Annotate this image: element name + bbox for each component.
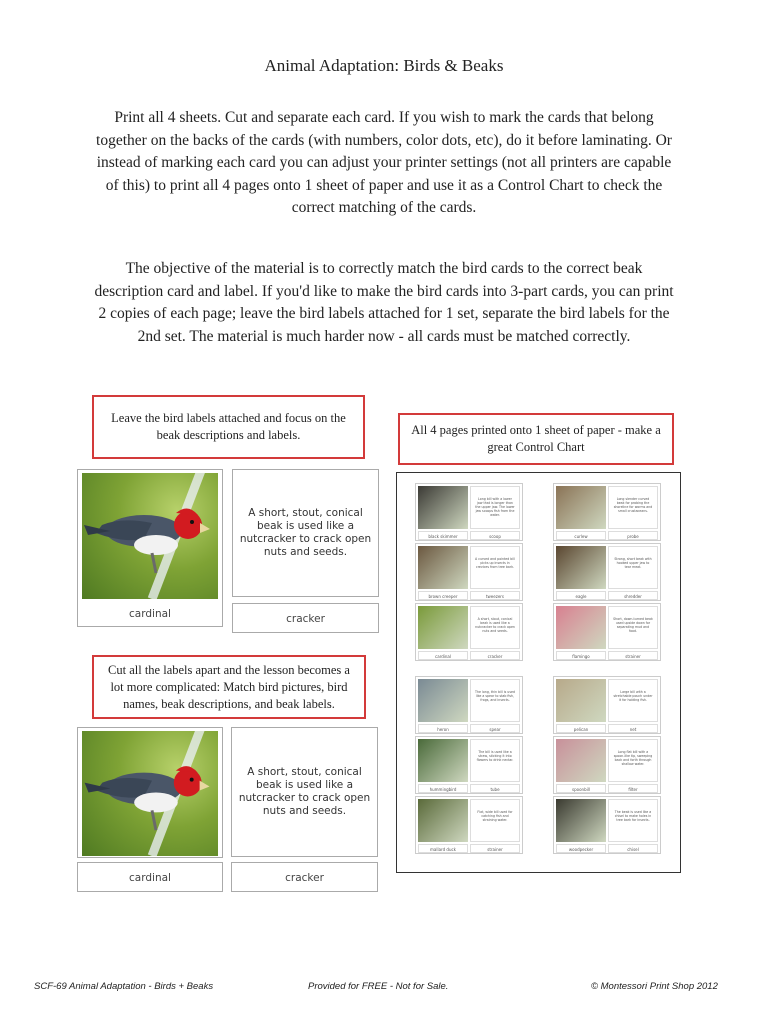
cardinal-photo bbox=[82, 473, 218, 599]
bird-thumbnail bbox=[556, 546, 606, 589]
bird-thumbnail bbox=[418, 606, 468, 649]
mini-description: A curved and pointed bill picks up insects in crevices from tree bark. bbox=[470, 546, 520, 589]
control-chart-card bbox=[553, 603, 661, 661]
bird-picture-card bbox=[77, 727, 223, 858]
mini-beak-label: cracker bbox=[470, 651, 520, 660]
footer-center: Provided for FREE - Not for Sale. bbox=[308, 981, 449, 992]
mini-bird-label: spoonbill bbox=[556, 784, 606, 793]
bird-thumbnail bbox=[556, 739, 606, 782]
bird-thumbnail bbox=[418, 679, 468, 722]
mini-description: Strong, short beak with hooked upper jaw to tear meat. bbox=[608, 546, 658, 589]
mini-bird-label: pelican bbox=[556, 724, 606, 733]
control-chart-sheet bbox=[396, 472, 681, 873]
mini-beak-label: scoop bbox=[470, 531, 520, 540]
mini-beak-label: filter bbox=[608, 784, 658, 793]
footer-left: SCF-69 Animal Adaptation - Birds + Beaks bbox=[34, 981, 214, 992]
mini-description: Long bill with a lower jaw that is longer than the upper jaw. The lower jaw scoops fish from the water. bbox=[470, 486, 520, 529]
footer-right: © Montessori Print Shop 2012 bbox=[591, 981, 718, 992]
mini-description: Short, down-turned beak used upside down for separating mud and food. bbox=[608, 606, 658, 649]
beak-label-card bbox=[232, 603, 379, 633]
control-chart-card bbox=[553, 543, 661, 601]
mini-beak-label: strainer bbox=[470, 844, 520, 853]
mini-beak-label: tweezers bbox=[470, 591, 520, 600]
bird-thumbnail bbox=[418, 486, 468, 529]
mini-description: Long flat bill with a spoon-like tip, sweeping back and forth through shallow water. bbox=[608, 739, 658, 782]
page-title: Animal Adaptation: Birds & Beaks bbox=[264, 56, 504, 75]
mini-description: The long, thin bill is used like a spear to stab fish, frogs, and insects. bbox=[470, 679, 520, 722]
control-chart-card bbox=[415, 603, 523, 661]
beak-label-card bbox=[231, 862, 378, 892]
beak-label: cracker bbox=[285, 872, 324, 884]
bird-label: cardinal bbox=[129, 872, 171, 884]
bird-thumbnail bbox=[556, 606, 606, 649]
mini-description: Long slender curved beak for probing the shoreline for worms and small crustaceans. bbox=[608, 486, 658, 529]
mini-description: Large bill with a stretchable pouch under it for holding fish. bbox=[608, 679, 658, 722]
mini-description: Flat, wide bill used for catching fish and straining water. bbox=[470, 799, 520, 842]
mini-beak-label: strainer bbox=[608, 651, 658, 660]
control-chart-card bbox=[415, 736, 523, 794]
mini-beak-label: shredder bbox=[608, 591, 658, 600]
bird-thumbnail bbox=[418, 799, 468, 842]
mini-bird-label: mallard duck bbox=[418, 844, 468, 853]
beak-description-card: A short, stout, conical beak is used like a nutcracker to crack open nuts and seeds. bbox=[231, 727, 378, 857]
control-chart-card bbox=[553, 483, 661, 541]
mini-beak-label: spear bbox=[470, 724, 520, 733]
bird-picture-card bbox=[77, 469, 223, 627]
bird-thumbnail bbox=[556, 799, 606, 842]
mini-bird-label: woodpecker bbox=[556, 844, 606, 853]
control-chart-card bbox=[415, 483, 523, 541]
control-chart-card bbox=[553, 736, 661, 794]
beak-label: cracker bbox=[286, 613, 325, 625]
mini-bird-label: hummingbird bbox=[418, 784, 468, 793]
control-chart-card bbox=[415, 676, 523, 734]
mini-bird-label: brown creeper bbox=[418, 591, 468, 600]
bird-thumbnail bbox=[418, 739, 468, 782]
control-chart-card bbox=[415, 796, 523, 854]
bird-label: cardinal bbox=[129, 608, 171, 620]
beak-description-card: A short, stout, conical beak is used like a nutcracker to crack open nuts and seeds. bbox=[232, 469, 379, 597]
cardinal-illustration bbox=[82, 473, 218, 599]
bird-thumbnail bbox=[418, 546, 468, 589]
mini-beak-label: tube bbox=[470, 784, 520, 793]
callout-labels-cut: Cut all the labels apart and the lesson becomes a lot more complicated: Match bird pictures, bird names, beak descriptions, and beak labels. bbox=[92, 655, 366, 719]
mini-bird-label: eagle bbox=[556, 591, 606, 600]
bird-thumbnail bbox=[556, 679, 606, 722]
control-chart-card bbox=[553, 796, 661, 854]
bird-label-card bbox=[77, 862, 223, 892]
mini-bird-label: curlew bbox=[556, 531, 606, 540]
objective-paragraph: The objective of the material is to correctly match the bird cards to the correct beak description card and label. If you'd like to make the bird cards into 3-part cards, you can print 2 copies of each page; leave the bird labels attached for 1 set, separate the bird labels for the 2nd set. The material is much harder now - all cards must be matched correctly. bbox=[94, 260, 674, 345]
cardinal-illustration bbox=[82, 731, 218, 856]
instructions-paragraph: Print all 4 sheets. Cut and separate each card. If you wish to mark the cards that belong together on the backs of the cards (with numbers, color dots, etc), do it before laminating. Or instead of marking each card you can adjust your printer settings (not all printers are capable of this) to print all 4 pages onto 1 sheet of paper and use it as a Control Chart to check the correct matching of the cards. bbox=[96, 109, 672, 216]
control-chart-card bbox=[415, 543, 523, 601]
mini-bird-label: black skimmer bbox=[418, 531, 468, 540]
mini-description: A short, stout, conical beak is used like a nutcracker to crack open nuts and seeds. bbox=[470, 606, 520, 649]
mini-description: The bill is used like a straw, sticking it into flowers to drink nectar. bbox=[470, 739, 520, 782]
bird-thumbnail bbox=[556, 486, 606, 529]
mini-description: The beak is used like a chisel to make holes in tree bark for insects. bbox=[608, 799, 658, 842]
callout-labels-attached: Leave the bird labels attached and focus on the beak descriptions and labels. bbox=[92, 395, 365, 459]
mini-bird-label: heron bbox=[418, 724, 468, 733]
mini-bird-label: cardinal bbox=[418, 651, 468, 660]
mini-bird-label: flamingo bbox=[556, 651, 606, 660]
mini-beak-label: probe bbox=[608, 531, 658, 540]
callout-control-chart: All 4 pages printed onto 1 sheet of paper - make a great Control Chart bbox=[398, 413, 674, 465]
mini-beak-label: net bbox=[608, 724, 658, 733]
cardinal-photo bbox=[82, 731, 218, 856]
mini-beak-label: chisel bbox=[608, 844, 658, 853]
control-chart-card bbox=[553, 676, 661, 734]
